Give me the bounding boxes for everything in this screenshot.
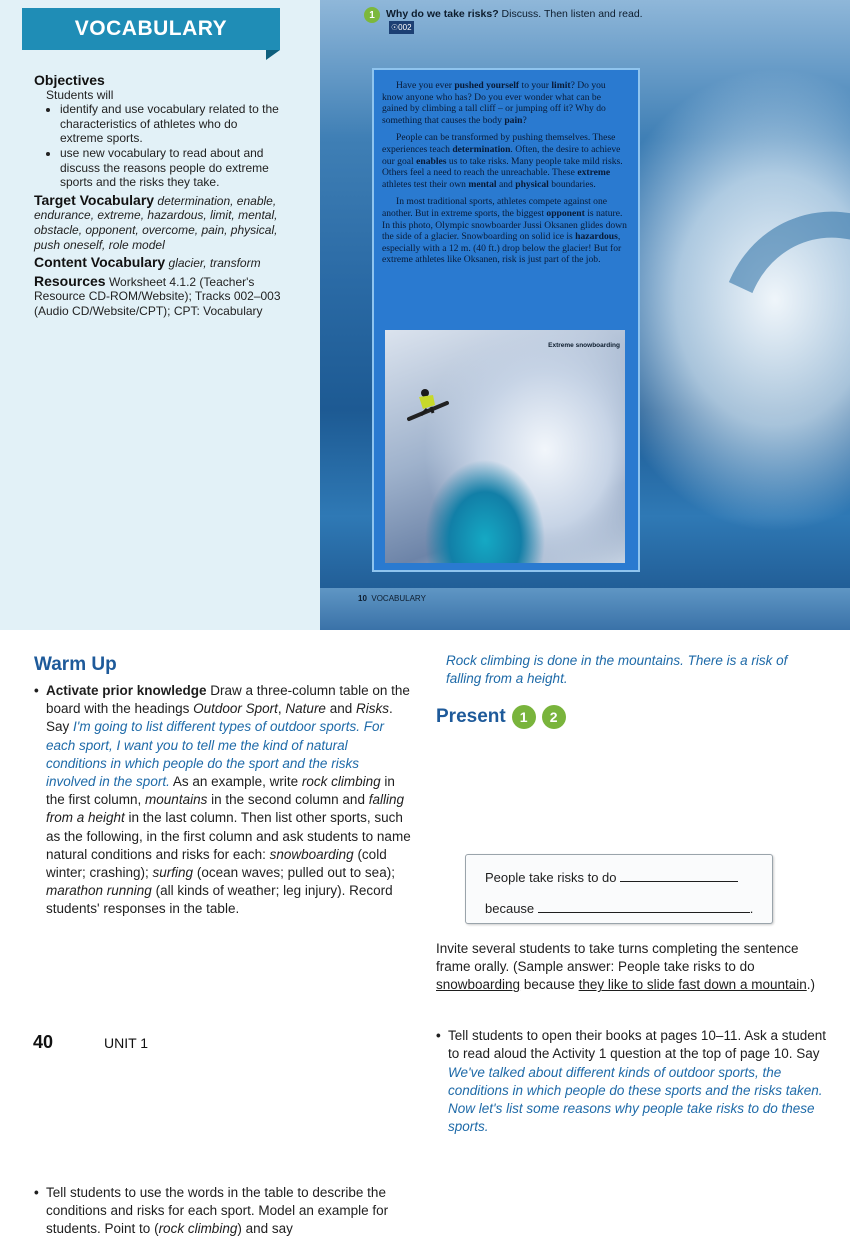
target-vocabulary-heading: Target Vocabulary — [34, 191, 155, 208]
activity-question — [386, 8, 646, 34]
sentence-frame-line: People take risks to do — [485, 862, 755, 893]
objectives-heading: Objectives — [34, 72, 105, 88]
student-page-number: 10 — [358, 594, 367, 603]
vocabulary-section-tab — [22, 8, 280, 50]
student-page-section: VOCABULARY — [371, 594, 426, 603]
present-heading-row — [436, 705, 566, 729]
model-sentence: Rock climbing is done in the mountains. There is a risk of falling from a height. — [446, 653, 788, 687]
content-vocabulary — [34, 255, 284, 271]
warm-up-bullet: • Tell students to use the words in the table to describe the conditions and risks for each sport. Model an example for students. Point to (rock climbing) and say — [34, 1184, 412, 1238]
lesson-objectives-block — [34, 73, 284, 319]
photo-caption: Extreme snowboarding — [548, 342, 620, 349]
student-book-page-image — [320, 0, 850, 630]
warm-up-bullet: • Activate prior knowledge Draw a three-column table on the board with the headings Outdoor Sport, Nature and Risks. Say I'm going to list different types of outdoor sports. For each sport, I want you to tell me the kind of natural conditions in which people do the sport and the risks involved in the sport. As an example, write rock climbing in the first column, mountains in the second column and falling from a height in the last column. Then list other sports, such as the following, in the first column and ask students to name natural conditions and risks for each: snowboarding (cold winter; crashing); surfing (ocean waves; pulled out to sea); marathon running (all kinds of weather; leg injury). Record students' responses in the table. — [34, 682, 412, 919]
present-bullet: • Tell students to open their books at pages 10–11. Ask a student to read aloud the Activity 1 question at the top of page 10. Say We've talked about different kinds of outdoor sports, the conditions in which people do these sports and the risks taken. Now let's list some reasons why people take risks to do these sports. — [436, 1027, 828, 1136]
reading-paragraph: Have you ever pushed yourself to your limit? Do you know anyone who has? Do you ever wonder what can be gained by climbing a tall cliff – or jumping off it? Why do something that causes the body pain? — [382, 80, 606, 126]
blank-line — [620, 869, 738, 882]
audio-track-icon: ☉002 — [391, 23, 412, 32]
snowboarder-figure — [407, 385, 451, 425]
objective-item: • use new vocabulary to read about and discuss the reasons people do extreme sports and the risks they take. — [60, 146, 284, 190]
content-vocabulary-heading: Content Vocabulary — [34, 254, 166, 271]
present-instruction: Invite several students to take turns completing the sentence frame orally. (Sample answer: People take risks to do snowboarding because they like to slide fast down a mountain.) — [436, 941, 815, 993]
ocean-wave-shape — [681, 177, 850, 515]
resources — [34, 274, 284, 319]
objective-item: • identify and use vocabulary related to the characteristics of athletes who do extreme sports. — [60, 102, 284, 146]
reading-paragraph: In most traditional sports, athletes compete against one another. But in extreme sports, the biggest opponent is nature. In this photo, Olympic snowboarder Jussi Oksanen glides down the side of a glacier. Snowboarding on solid ice is hazardous, especially with a 12 m. (40 ft.) drop below the glacier! But for extreme athletes like Oksanen, risk is just part of the job. — [382, 196, 627, 266]
sentence-frame-text — [485, 862, 755, 924]
sentence-frame-line: because . — [485, 901, 754, 916]
warm-up-heading: Warm Up — [34, 654, 117, 675]
objectives-list — [34, 102, 284, 190]
target-vocabulary — [34, 193, 284, 252]
content-vocabulary-words: glacier, transform — [168, 256, 261, 271]
resources-text: Worksheet 4.1.2 (Teacher's Resource CD-ROM/Website); Tracks 002–003 (Audio CD/Website/CPT); — [34, 274, 281, 318]
activity-number-badge: 1 — [364, 7, 380, 23]
page-number: 40 — [33, 1032, 54, 1052]
target-vocabulary-words: determination, enable, endurance, extreme, hazardous, limit, mental, obstacle, opponent, overcome, pain, physical, push oneself, role model — [34, 193, 278, 252]
question-rest: Discuss. Then listen and read. — [498, 8, 643, 20]
students-will-label: Students will — [46, 87, 114, 102]
snowboarding-photo — [385, 330, 625, 563]
unit-label: UNIT 1 — [104, 1035, 149, 1051]
vocabulary-tab-title: VOCABULARY — [74, 17, 228, 40]
teacher-sidebar-panel — [0, 0, 320, 630]
question-bold: Why do we take risks? — [386, 8, 499, 20]
activity-badge: 1 — [512, 705, 536, 729]
tab-fold-shape — [266, 50, 280, 60]
blank-line — [538, 900, 750, 913]
present-heading: Present — [436, 706, 506, 727]
activity-badge: 2 — [542, 705, 566, 729]
student-page-folio — [358, 594, 426, 603]
resources-heading: Resources — [34, 272, 106, 289]
resources-text-cpt: CPT: Vocabulary — [173, 303, 263, 318]
reading-paragraph: People can be transformed by pushing themselves. These experiences teach determination. Often, the desire to achieve our goal enables us to take risks. Many people take mild risks. Others feel a need to reach the unreachable. These extreme athletes test their own mental and physical boundaries. — [382, 132, 623, 190]
reading-passage-text — [382, 80, 627, 272]
